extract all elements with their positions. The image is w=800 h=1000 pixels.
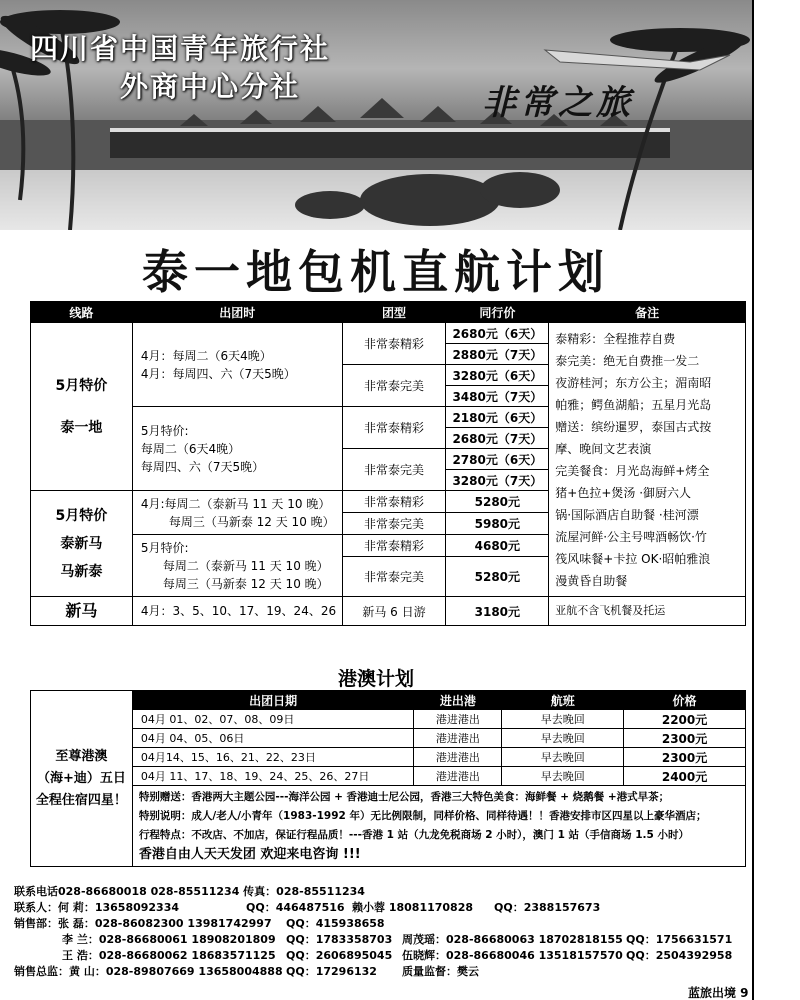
contact-info xyxy=(14,884,752,980)
table-row xyxy=(31,729,746,748)
date-cell: 04月 11、17、18、19、24、25、26、27日 xyxy=(132,767,414,786)
departure-schedule: 4月：3、5、10、17、19、24、26 xyxy=(132,597,342,626)
header-group: 团型 xyxy=(342,302,446,323)
group-type: 非常泰精彩 xyxy=(342,491,446,513)
sales-director-qq: QQ：17296132 xyxy=(286,965,377,978)
header-departure: 出团时 xyxy=(132,302,342,323)
departure-line: 5月特价: xyxy=(140,423,189,438)
note-line: 赠送：缤纷暹罗，泰国古式按 xyxy=(555,419,712,434)
table-row xyxy=(31,710,746,729)
hk-macau-title: 港澳计划 xyxy=(337,668,414,690)
header-date: 出团日期 xyxy=(132,691,414,710)
header-route: 线路 xyxy=(31,302,133,323)
route-note: 亚航不含飞机餐及托运 xyxy=(549,597,746,626)
price-cell: 2680元（6天） xyxy=(446,323,549,344)
departure-schedule xyxy=(132,407,342,491)
route-singapore-malaysia: 新马 xyxy=(31,597,133,626)
route-thai-singapore-malaysia xyxy=(31,491,133,597)
group-type: 非常泰完美 xyxy=(342,365,446,407)
departure-schedule xyxy=(132,323,342,407)
contact-person: 联系人：何 莉：13658092334 xyxy=(14,901,180,914)
departure-line: 5月特价: xyxy=(140,540,189,555)
contact-qq: QQ：446487516 xyxy=(246,901,345,914)
port-cell: 港进港出 xyxy=(414,729,502,748)
info-line: 特别赠送：香港两大主题公园---海洋公园 + 香港迪士尼公园，香港三大特色美食：海鲜餐 + 烧鹅餐 +港式早茶； xyxy=(138,791,670,803)
welcome-line: 香港自由人天天发团 欢迎来电咨询 !!! xyxy=(138,847,361,862)
note-line: 泰完美：绝无自费推一发二 xyxy=(555,353,700,368)
price-cell: 3480元（7天） xyxy=(446,386,549,407)
header-price: 价格 xyxy=(624,691,746,710)
route-label: 5月特价 xyxy=(55,507,108,524)
price-cell: 5280元 xyxy=(446,491,549,513)
price-cell: 2180元（6天） xyxy=(446,407,549,428)
info-line: 特别说明：成人/老人/小青年（1983-1992 年）无比例限制，同样价格、同样待遇！！香港安排市区四星以上豪华酒店； xyxy=(138,810,707,822)
price-cell: 2780元（6天） xyxy=(446,449,549,470)
route-label: 5月特价 xyxy=(55,377,108,394)
tour-notes xyxy=(549,323,746,597)
price-cell: 2880元（7天） xyxy=(446,344,549,365)
port-cell: 港进港出 xyxy=(414,710,502,729)
departure-line: 每周三（马新泰 12 天 10 晚） xyxy=(162,576,329,591)
flight-cell: 早去晚回 xyxy=(502,748,624,767)
hk-macau-table xyxy=(30,690,746,867)
note-line: 摩、晚间文艺表演 xyxy=(555,441,652,456)
departure-line: 每周二（泰新马 11 天 10 晚） xyxy=(162,558,329,573)
phone-line: 联系电话028-86680018 028-85511234 传真：028-85511234 xyxy=(14,885,365,898)
group-type: 新马 6 日游 xyxy=(342,597,446,626)
group-type: 非常泰精彩 xyxy=(342,535,446,557)
header-note: 备注 xyxy=(549,302,746,323)
departure-line: 每周二（6天4晚） xyxy=(140,441,241,456)
sales-li: 李 兰：028-86680061 18908201809 xyxy=(62,933,276,946)
flight-cell: 早去晚回 xyxy=(502,710,624,729)
sales-zhou-qq: QQ：1756631571 xyxy=(626,933,733,946)
note-line: 完美餐食：月光岛海鲜+烤全 xyxy=(555,463,710,478)
table-row xyxy=(31,748,746,767)
table-row xyxy=(31,786,746,867)
table-header-row xyxy=(31,302,746,323)
agency-line2: 外商中心分社 xyxy=(120,70,301,103)
price-cell: 3280元（6天） xyxy=(446,365,549,386)
header-port: 进出港 xyxy=(414,691,502,710)
hk-tour-info xyxy=(132,786,745,867)
flight-cell: 早去晚回 xyxy=(502,729,624,748)
table-header-row xyxy=(31,691,746,710)
resort-banner xyxy=(0,0,752,230)
port-cell: 港进港出 xyxy=(414,748,502,767)
sales-wang-qq: QQ：2606895045 xyxy=(286,949,393,962)
date-cell: 04月 01、02、07、08、09日 xyxy=(132,710,414,729)
group-type: 非常泰精彩 xyxy=(342,323,446,365)
departure-schedule xyxy=(132,535,342,597)
price-cell: 5980元 xyxy=(446,513,549,535)
table-row xyxy=(31,767,746,786)
route-label: 马新泰 xyxy=(60,563,103,580)
page-footer: 蓝旅出境 9 xyxy=(688,986,749,1000)
note-line: 锅·国际酒店自助餐 ·桂河漂 xyxy=(555,507,699,522)
departure-line: 每周四、六（7天5晚） xyxy=(140,459,265,474)
price-cell: 2400元 xyxy=(624,767,746,786)
price-cell: 5280元 xyxy=(446,557,549,597)
sales-zhang-qq: QQ：415938658 xyxy=(286,917,385,930)
note-line: 泰精彩：全程推荐自费 xyxy=(555,331,676,346)
note-line: 帕雅；鳄鱼湖船；五星月光岛 xyxy=(555,397,712,412)
departure-schedule xyxy=(132,491,342,535)
flight-cell: 早去晚回 xyxy=(502,767,624,786)
sales-wu: 伍晓辉：028-86680046 13518157570 xyxy=(402,949,623,962)
agency-name xyxy=(30,30,330,106)
departure-line: 4月：每周四、六（7天5晚） xyxy=(140,366,296,381)
date-cell: 04月 04、05、06日 xyxy=(132,729,414,748)
table-row xyxy=(31,323,746,344)
price-cell: 2300元 xyxy=(624,729,746,748)
route-label: 泰新马 xyxy=(60,535,103,552)
departure-line: 4月：每周二（6天4晚） xyxy=(140,348,272,363)
route-hk-macau xyxy=(31,691,133,867)
price-cell: 2680元（7天） xyxy=(446,428,549,449)
route-label: 全程住宿四星！ xyxy=(35,792,127,808)
route-thailand xyxy=(31,323,133,491)
price-cell: 3180元 xyxy=(446,597,549,626)
main-title: 泰一地包机直航计划 xyxy=(142,245,610,299)
note-line: 流屋河鲜·公主号啤酒畅饮·竹 xyxy=(555,529,707,544)
date-cell: 04月14、15、16、21、22、23日 xyxy=(132,748,414,767)
header-flight: 航班 xyxy=(502,691,624,710)
sales-zhou: 周茂瑶：028-86680063 18702818155 xyxy=(402,933,623,946)
sales-wang: 王 浩：028-86680062 18683571125 xyxy=(62,949,276,962)
price-cell: 2200元 xyxy=(624,710,746,729)
note-line: 漫黄昏自助餐 xyxy=(555,573,628,588)
page-edge-bar xyxy=(752,0,800,1000)
quality-supervisor: 质量监督：樊云 xyxy=(402,965,479,978)
note-line: 夜游桂河；东方公主；湄南昭 xyxy=(555,375,712,390)
route-label: 至尊港澳 xyxy=(55,748,108,764)
sales-li-qq: QQ：1783358703 xyxy=(286,933,393,946)
departure-line: 每周三（马新泰 12 天 10 晚） xyxy=(168,514,335,529)
sales-wu-qq: QQ：2504392958 xyxy=(626,949,733,962)
port-cell: 港进港出 xyxy=(414,767,502,786)
sales-zhang: 销售部：张 磊：028-86082300 13981742997 xyxy=(14,917,272,930)
table-row xyxy=(31,597,746,626)
price-cell: 2300元 xyxy=(624,748,746,767)
group-type: 非常泰精彩 xyxy=(342,407,446,449)
sales-director: 销售总监：黄 山：028-89807669 13658004888 xyxy=(14,965,283,978)
group-type: 非常泰完美 xyxy=(342,557,446,597)
header-price: 同行价 xyxy=(446,302,549,323)
departure-line: 4月:每周二（泰新马 11 天 10 晚） xyxy=(140,496,331,511)
note-line: 猪+色拉+煲汤 ·御厨六人 xyxy=(555,485,692,500)
route-label: 泰一地 xyxy=(60,419,103,436)
group-type: 非常泰完美 xyxy=(342,449,446,491)
slogan: 非常之旅 xyxy=(482,83,634,123)
info-line: 行程特点：不改店、不加店，保证行程品质！---香港 1 站（九龙免税商场 2 小时），澳门 1 站（手信商场 1.5 小时） xyxy=(138,829,689,841)
group-type: 非常泰完美 xyxy=(342,513,446,535)
contact-second-qq: QQ：2388157673 xyxy=(494,901,601,914)
thailand-tour-table xyxy=(30,301,746,626)
note-line: 筏风味餐+卡拉 OK·昭帕雅浪 xyxy=(555,551,711,566)
agency-line1: 四川省中国青年旅行社 xyxy=(30,32,331,65)
price-cell: 4680元 xyxy=(446,535,549,557)
contact-second: 赖小蓉 18081170828 xyxy=(352,901,474,914)
route-label: （海+迪）五日 xyxy=(36,770,126,786)
price-cell: 3280元（7天） xyxy=(446,470,549,491)
